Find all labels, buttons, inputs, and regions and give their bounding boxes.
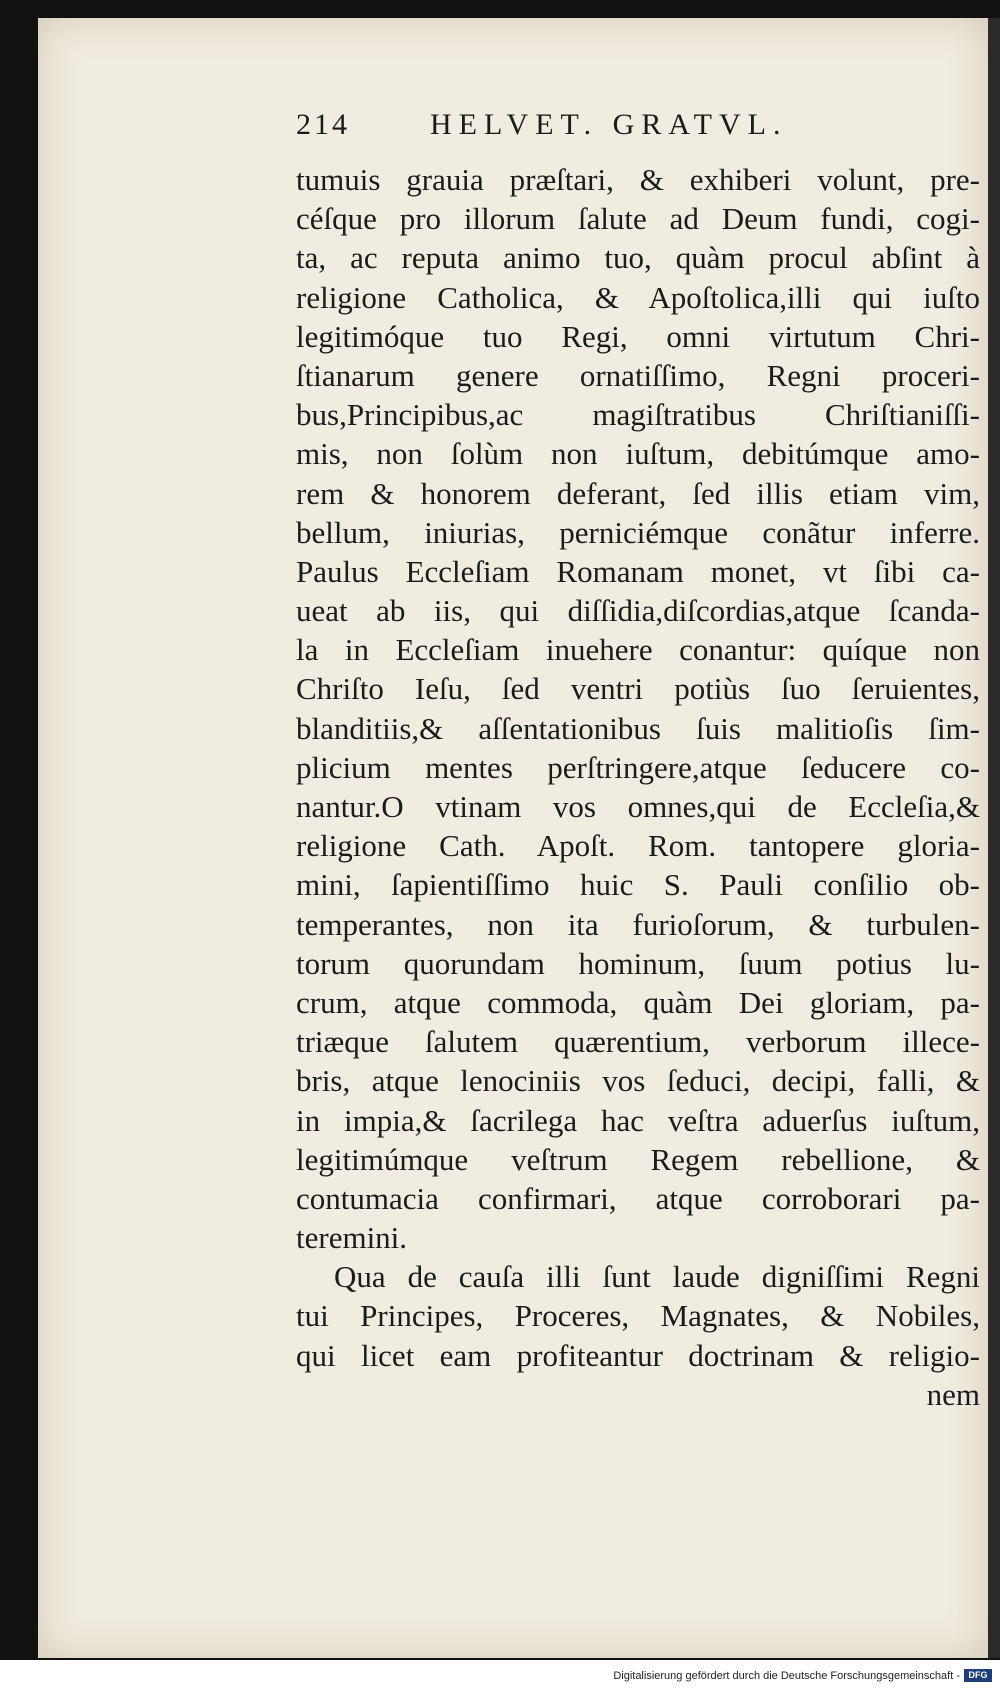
text-line: qui licet eam profiteantur doctrinam & religio- [296, 1337, 980, 1373]
running-title: HELVET. GRATVL. [430, 108, 788, 141]
text-line: contumacia confirmari, atque corroborari pa- [296, 1180, 980, 1216]
text-line: plicium mentes perſtringere,atque ſeducere co- [296, 749, 980, 785]
text-line: blanditiis,& aſſentationibus ſuis malitioſis ſim- [296, 710, 980, 746]
text-line: bellum, iniurias, perniciémque conãtur inferre. [296, 514, 980, 550]
page-number: 214 [296, 108, 350, 141]
page-edge [988, 18, 1000, 1658]
text-line: bris, atque lenociniis vos ſeduci, decipi, falli, & [296, 1063, 980, 1099]
text-line: mis, non ſolùm non iuſtum, debitúmque amo- [296, 436, 980, 472]
text-line: temperantes, non ita furioſorum, & turbulen- [296, 906, 980, 942]
paragraph-start-line: Qua de cauſa illi ſunt laude digniſſimi Regni [334, 1259, 980, 1295]
text-line: in impia,& ſacrilega hac veſtra aduerſus iuſtum, [296, 1102, 980, 1138]
text-line: torum quorundam hominum, ſuum potius lu- [296, 945, 980, 981]
catchword: nem [926, 1376, 980, 1412]
text-line: céſque pro illorum ſalute ad Deum fundi, cogi- [296, 201, 980, 237]
text-line: la in Eccleſiam inuehere conantur: quíque non [296, 632, 980, 668]
text-line: rem & honorem deferant, ſed illis etiam vim, [296, 475, 980, 511]
running-head [296, 108, 856, 148]
paragraph-end-line: teremini. [296, 1220, 408, 1256]
text-line: mini, ſapientiſſimo huic S. Pauli conſilio ob- [296, 867, 980, 903]
text-line: ueat ab iis, qui diſſidia,diſcordias,atque ſcanda- [296, 593, 980, 629]
text-line: nantur.O vtinam vos omnes,qui de Eccleſia,& [296, 789, 980, 824]
text-line: crum, atque commoda, quàm Dei gloriam, pa- [296, 984, 980, 1020]
digitization-footer [0, 1660, 1000, 1698]
text-line: bus,Principibus,ac magiſtratibus Chriſtianiſſi- [296, 397, 980, 433]
text-line: tumuis grauia præſtari, & exhiberi volunt, pre- [296, 162, 980, 197]
text-line: religione Catholica, & Apoſtolica,illi qui iuſto [296, 279, 980, 315]
text-line: ta, ac reputa animo tuo, quàm procul abſint à [296, 240, 980, 276]
text-line: ſtianarum genere ornatiſſimo, Regni proceri- [296, 357, 980, 393]
text-line: legitimóque tuo Regi, omni virtutum Chri- [296, 318, 980, 354]
text-line: triæque ſalutem quærentium, verborum illece- [296, 1024, 980, 1060]
text-line: tui Principes, Proceres, Magnates, & Nobiles, [296, 1298, 980, 1334]
text-line: religione Cath. Apoſt. Rom. tantopere gloria- [296, 828, 980, 864]
dfg-logo-icon: DFG [964, 1669, 992, 1682]
body-text [296, 160, 980, 1414]
text-line: legitimúmque veſtrum Regem rebellione, & [296, 1141, 980, 1177]
text-line: Chriſto Ieſu, ſed ventri potiùs ſuo ſeruientes, [296, 671, 980, 707]
footer-credit: Digitalisierung gefördert durch die Deutsche Forschungsgemeinschaft - [613, 1670, 960, 1682]
text-line: Paulus Eccleſiam Romanam monet, vt ſibi ca- [296, 553, 980, 589]
